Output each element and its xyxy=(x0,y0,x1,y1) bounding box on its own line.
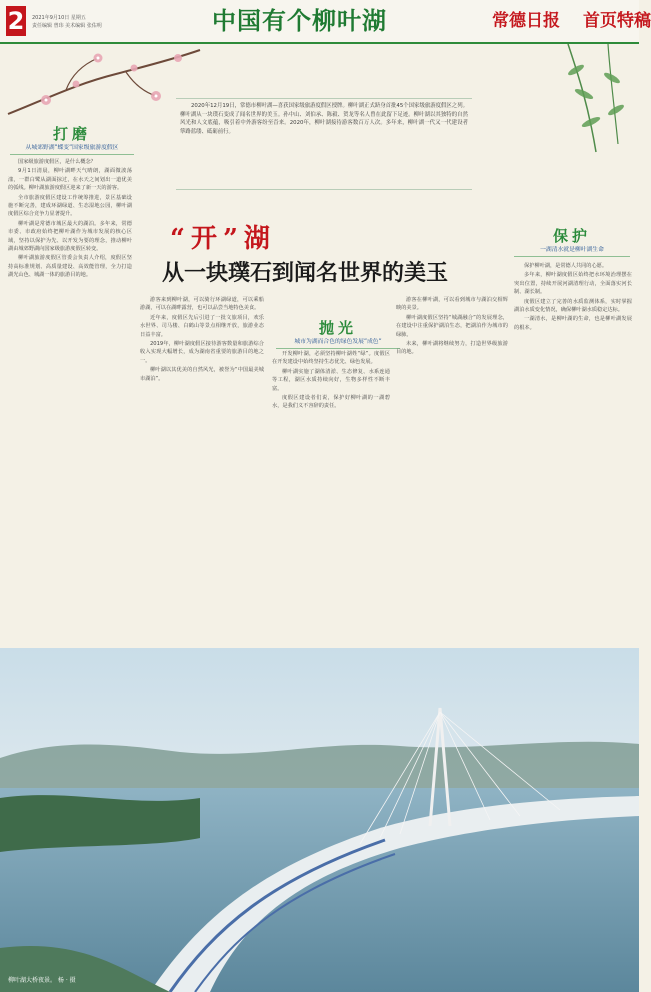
intro-text: 2020年12月19日，常德市柳叶湖—喜获国家级旅游度假区授牌。柳叶湖正式跻身首批45个国家级旅游度假区之列。柳叶湖从一块璞石变成了闻名世界的美玉。孙中山、刘伯承、陈毅、贺龙等名人曾在此留下足迹。柳叶湖以其独特的自然风光和人文底蕴，吸引着中外游客纷至沓来。2020年，柳叶湖接待游客数百万人次。多年来，柳叶湖一代又一代建设者筚路蓝缕、砥砺前行。 xyxy=(180,103,468,135)
article-column-5 xyxy=(514,262,632,646)
plum-blossom-illustration xyxy=(6,44,202,128)
section-name: 首页特稿 xyxy=(583,11,651,31)
paragraph: 一湖清水，是柳叶湖的生命，也是柳叶湖发展的根本。 xyxy=(514,316,632,331)
section-subtitle: 城市为湖而合色的绿色发展”成色” xyxy=(294,339,382,345)
paragraph: 近年来，度假区先后引进了一批文旅项目，欢乐水世界、司马楼、白鹤山等景点相继开放，旅游业态日益丰富。 xyxy=(140,314,264,338)
intro-box xyxy=(176,98,472,190)
paragraph: 柳叶湖实施了湖体清淤、生态修复、水系连通等工程，湖区水质持续向好，生物多样性不断丰富。 xyxy=(272,368,390,392)
newspaper-name: 常德日报 xyxy=(492,11,560,31)
masthead xyxy=(0,0,651,44)
paragraph: 多年来，柳叶湖度假区始终把水环境治理摆在突出位置，持续开展河湖清理行动，全面落实河长制、湖长制。 xyxy=(514,272,632,296)
editor-line: 责任编辑 曾玮 美术编辑 张佑明 xyxy=(32,23,102,29)
paragraph: 柳叶湖是常德市城区最大的湖泊。多年来，常德市委、市政府始终把柳叶湖作为城市发展的核心区域，坚持以保护为先、以开发为要的理念，推动柳叶湖由城郊野湖向国家级旅游度假区转变。 xyxy=(8,220,132,253)
paragraph: 未来，柳叶湖将继续努力，打造世界级旅游目的地。 xyxy=(396,341,508,356)
section-subtitle: 一湖清水就是柳叶湖生命 xyxy=(540,247,604,253)
paragraph: 2019年，柳叶湖度假区接待游客数量和旅游综合收入实现大幅增长，成为湖南省重要的旅游目的地之一。 xyxy=(140,341,264,364)
article-column-1 xyxy=(8,158,132,646)
paragraph: 柳叶湖度假区坚持“城湖融合”的发展理念，在建设中注重保护湖泊生态，把湖泊作为城市的绿肺。 xyxy=(396,314,508,338)
paragraph: 国家级旅游度假区，是什么概念？ xyxy=(18,159,96,165)
bridge-photo xyxy=(0,648,639,992)
paragraph: 9月1日清晨，柳叶湖畔天气晴朗，湖面微波荡漾，一群白鹭从湖面掠过，在水天之间划出一道优美的弧线。柳叶湖旅游度假区迎来了新一天的游客。 xyxy=(8,168,132,192)
page-number: 2 xyxy=(7,7,25,35)
section-subtitle: 从城郊野湖”蝶变”国家级旅游度假区 xyxy=(25,145,119,151)
paragraph: 游客来到柳叶湖，可以骑行环湖绿道，可以乘船游湖，可以在湖畔露营，也可以品尝当地特色美食。 xyxy=(140,297,264,312)
section-rule xyxy=(514,256,630,257)
paragraph: 度假区建设者们说，保护好柳叶湖的一湖碧水，是我们义不容辞的责任。 xyxy=(272,395,390,410)
willow-leaf-illustration xyxy=(478,44,634,154)
section-label: 保护 xyxy=(552,227,591,245)
section-rule xyxy=(276,348,400,349)
headline-title: 从一块璞石到闻名世界的美玉 xyxy=(162,260,449,286)
paragraph: 保护柳叶湖，是常德人共同的心愿。 xyxy=(524,263,608,269)
section-label: 打磨 xyxy=(52,125,91,143)
paragraph: 度假区建立了完善的水质监测体系，实时掌握湖泊水质变化情况，确保柳叶湖水质稳定达标。 xyxy=(514,298,632,314)
section-head-shine xyxy=(276,318,400,349)
article-column-2 xyxy=(140,296,264,646)
headline-kicker: “开”湖 xyxy=(170,224,276,254)
paragraph: 柳叶湖旅游度假区管委会负责人介绍，度假区坚持高标准规划、高质量建设、高效能管理，全力打造湖光山色、城湖一体的旅游目的地。 xyxy=(8,255,132,279)
section-label: 抛光 xyxy=(318,319,357,337)
photo-credit: 柳叶湖大桥夜景。 杨 · 摄 xyxy=(8,977,76,984)
paragraph: 柳叶湖以其优美的自然风光，被誉为“中国最美城市湖泊”。 xyxy=(140,367,264,382)
section-rule xyxy=(10,154,134,155)
section-head-polish xyxy=(10,124,134,155)
article-column-4 xyxy=(396,296,508,646)
section-head-protect xyxy=(514,226,630,257)
page-title: 中国有个柳叶湖 xyxy=(212,6,387,35)
paragraph: 全市旅游度假区建设工作统筹推进，景区基础设施不断完善，建成环湖绿道、生态湿地公园，柳叶湖度假区综合竞争力显著提升。 xyxy=(8,194,132,218)
paragraph: 开发柳叶湖，必须坚持柳叶湖姓“绿”。度假区在开发建设中始终坚持生态优先、绿色发展。 xyxy=(272,351,390,366)
article-column-3 xyxy=(272,350,390,646)
paragraph: 游客在柳叶湖，可以看到城市与湖泊交相辉映的美景。 xyxy=(396,297,508,312)
date-line: 2021年9月10日 星期五 xyxy=(32,15,86,21)
